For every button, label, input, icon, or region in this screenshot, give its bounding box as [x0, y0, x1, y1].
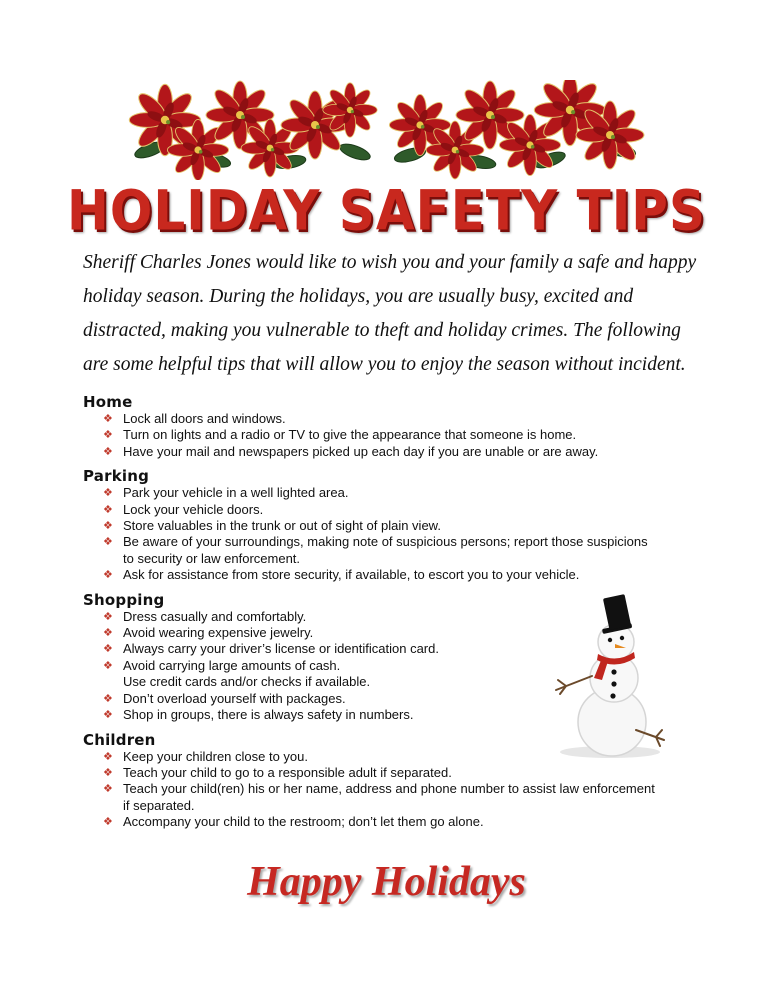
list-item: ❖ Don’t overload yourself with packages.	[103, 690, 346, 706]
bullet-icon: ❖	[103, 569, 113, 582]
section-heading: Children	[83, 730, 156, 749]
list-item: ❖ Teach your child(ren) his or her name, address and phone number to assist law enforcement if separated.	[103, 781, 655, 813]
list-item: ❖ Be aware of your surroundings, making note of suspicious persons; report those suspicions to security or law enforcement.	[103, 534, 648, 566]
list-item: ❖ Lock your vehicle doors.	[103, 501, 264, 517]
list-item: ❖ Avoid carrying large amounts of cash. Use credit cards and/or checks if available.	[103, 657, 371, 690]
list-item: ❖ Accompany your child to the restroom; don’t let them go alone.	[103, 814, 484, 830]
list-item: ❖ Avoid wearing expensive jewelry.	[103, 625, 314, 641]
list-item: ❖ Lock all doors and windows.	[103, 411, 286, 426]
list-item: ❖ Ask for assistance from store security, if available, to escort you to your vehicle.	[103, 567, 580, 583]
list-item: ❖ Teach your child to go to a responsible adult if separated.	[103, 764, 452, 780]
list-item: ❖ Dress casually and comfortably.	[103, 608, 307, 624]
bullet-icon: ❖	[103, 709, 113, 722]
bullet-icon: ❖	[103, 610, 113, 623]
bullet-icon: ❖	[103, 750, 113, 763]
section-heading: Parking	[83, 467, 150, 486]
bullet-icon: ❖	[103, 445, 113, 458]
bullet-icon: ❖	[103, 536, 113, 549]
section-heading: Shopping	[83, 590, 165, 609]
section-parking	[83, 467, 703, 583]
bullet-icon: ❖	[103, 429, 113, 442]
list-item: ❖ Always carry your driver’s license or identification card.	[103, 641, 439, 657]
tips-list	[103, 485, 703, 583]
snowman-icon	[532, 590, 672, 765]
tips-list	[103, 411, 703, 460]
poinsettia-garland-icon	[120, 80, 650, 180]
page-title: HOLIDAY SAFETY TIPS	[67, 179, 706, 243]
list-item: ❖ Turn on lights and a radio or TV to give the appearance that someone is home.	[103, 427, 577, 443]
bullet-icon: ❖	[103, 503, 113, 516]
bullet-icon: ❖	[103, 766, 113, 779]
bullet-icon: ❖	[103, 783, 113, 796]
bullet-icon: ❖	[103, 413, 113, 425]
bullet-icon: ❖	[103, 643, 113, 656]
list-item: ❖ Store valuables in the trunk or out of sight of plain view.	[103, 518, 441, 534]
bullet-icon: ❖	[103, 659, 113, 672]
intro-paragraph: Sheriff Charles Jones would like to wish you and your family a safe and happy holiday season. During the holidays, you are usually busy, excited and distracted, making you vulnerable to theft and holiday crimes. The following are some helpful tips that will allow you to enjoy the season without incident.	[83, 252, 697, 375]
section-heading: Home	[83, 393, 133, 411]
list-item: ❖ Park your vehicle in a well lighted area.	[103, 485, 349, 501]
bullet-icon: ❖	[103, 627, 113, 640]
list-item: ❖ Keep your children close to you.	[103, 748, 308, 764]
bullet-icon: ❖	[103, 692, 113, 705]
bullet-icon: ❖	[103, 520, 113, 533]
bullet-icon: ❖	[103, 487, 113, 500]
list-item: ❖ Have your mail and newspapers picked up each day if you are unable or are away.	[103, 443, 599, 459]
bullet-icon: ❖	[103, 816, 113, 829]
closing-greeting: Happy Holidays	[247, 859, 526, 905]
section-home	[83, 393, 703, 460]
list-item: ❖ Shop in groups, there is always safety in numbers.	[103, 707, 414, 723]
